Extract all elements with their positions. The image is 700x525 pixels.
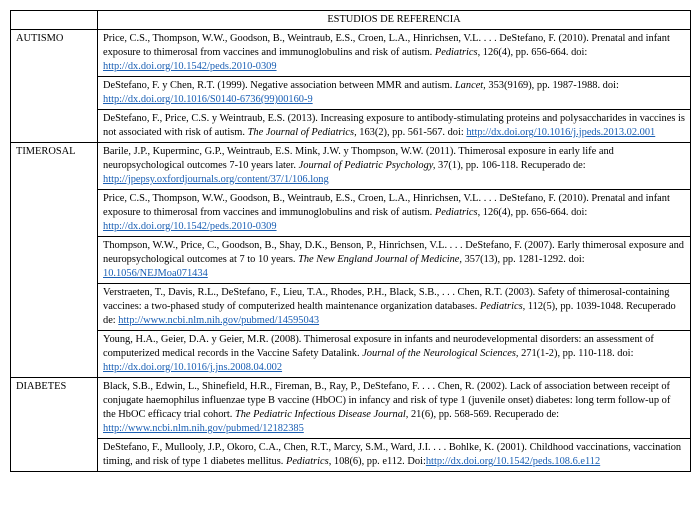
table-row — [11, 77, 691, 110]
reference-details: , 126(4), pp. 656-664. doi: — [477, 207, 588, 218]
reference-details: 112(5), pp. 1039-1048. Recuperado de: — [103, 301, 676, 326]
table-row — [11, 331, 691, 378]
table-row — [11, 143, 691, 190]
reference-cell — [98, 143, 691, 190]
reference-journal: Pediatrics, — [479, 301, 526, 312]
table-header: ESTUDIOS DE REFERENCIA — [98, 11, 691, 30]
table-row — [11, 110, 691, 143]
references-table — [10, 10, 691, 472]
reference-details: 353(9169), pp. 1987-1988. doi: — [485, 80, 619, 91]
reference-authors-title: Thompson, W.W., Price, C., Goodson, B., Shay, D.K., Benson, P., Hinrichsen, V.L. . . . DeStefano, F. (2007). Early thimerosal exposure and neuropsychological outcomes at 7 to 10 years. — [103, 240, 684, 265]
table-row — [11, 439, 691, 472]
reference-link[interactable]: http://dx.doi.org/10.1016/j.jns.2008.04.002 — [103, 362, 283, 373]
reference-authors-title: DeStefano, F. y Chen, R.T. (1999). Negative association between MMR and autism. — [103, 80, 455, 91]
reference-link[interactable]: http://dx.doi.org/10.1016/j.jpeds.2013.02.001 — [466, 127, 656, 138]
header-empty-cell — [11, 11, 98, 30]
reference-link[interactable]: http://dx.doi.org/10.1016/S0140-6736(99)00160-9 — [103, 94, 313, 105]
reference-link[interactable]: 10.1056/NEJMoa071434 — [103, 268, 208, 279]
reference-details: 271(1-2), pp. 110-118. doi: — [518, 348, 634, 359]
reference-details: , 108(6), pp. e112. Doi: — [328, 456, 426, 467]
reference-link[interactable]: http://www.ncbi.nlm.nih.gov/pubmed/12182385 — [103, 423, 304, 434]
reference-cell — [98, 190, 691, 237]
reference-details: , 126(4), pp. 656-664. doi: — [477, 47, 588, 58]
reference-cell — [98, 237, 691, 284]
reference-details: 21(6), pp. 568-569. Recuperado de: — [408, 409, 560, 420]
reference-cell — [98, 284, 691, 331]
references-table-body — [11, 11, 691, 472]
reference-link[interactable]: http://www.ncbi.nlm.nih.gov/pubmed/14595043 — [118, 315, 320, 326]
reference-details: 163(2), pp. 561-567. doi: — [356, 127, 467, 138]
reference-journal: Pediatrics — [434, 207, 478, 218]
reference-journal: The New England Journal of Medicine, — [298, 254, 462, 265]
table-row — [11, 190, 691, 237]
reference-journal: The Pediatric Infectious Disease Journal, — [234, 409, 409, 420]
table-row — [11, 237, 691, 284]
reference-authors-title: Verstraeten, T., Davis, R.L., DeStefano, F., Lieu, T.A., Rhodes, P.H., Black, S.B., . . . Chen, R.T. (2003). Safety of thimerosal-containing vaccines: a two-phased study of computerized health maintenance organization databases. — [103, 287, 670, 312]
reference-authors-title: DeStefano, F., Price, C.S. y Weintraub, E.S. (2013). Increasing exposure to antibody-stimulating proteins and polysaccharides in vaccines is not associated with risk of autism. — [103, 113, 685, 138]
reference-cell — [98, 331, 691, 378]
category-cell: AUTISMO — [11, 30, 98, 143]
reference-journal: The Journal of Pediatrics, — [247, 127, 357, 138]
reference-journal: Pediatrics — [434, 47, 478, 58]
reference-journal: Journal of Pediatric Psychology, — [298, 160, 436, 171]
reference-cell — [98, 77, 691, 110]
reference-cell — [98, 110, 691, 143]
category-cell: TIMEROSAL — [11, 143, 98, 378]
reference-authors-title: Price, C.S., Thompson, W.W., Goodson, B., Weintraub, E.S., Croen, L.A., Hinrichsen, V.L. . . . DeStefano, F. (2010). Prenatal and infant exposure to thimerosal from vaccines and immunoglobulins and risk of autism. — [103, 33, 670, 58]
reference-details: 37(1), pp. 106-118. Recuperado de: — [435, 160, 586, 171]
reference-authors-title: DeStefano, F., Mullooly, J.P., Okoro, C.A., Chen, R.T., Marcy, S.M., Ward, J.I. . . . Bohlke, K. (2001). Childhood vaccinations, vaccination timing, and risk of type 1 diabetes mellitus. — [103, 442, 682, 467]
reference-journal: Pediatrics — [285, 456, 329, 467]
reference-link[interactable]: http://dx.doi.org/10.1542/peds.2010-0309 — [103, 221, 277, 232]
reference-journal: Journal of the Neurological Sciences, — [362, 348, 519, 359]
reference-link[interactable]: http://dx.doi.org/10.1542/peds.108.6.e112 — [425, 456, 601, 467]
reference-details: 357(13), pp. 1281-1292. doi: — [462, 254, 585, 265]
reference-authors-title: Barile, J.P., Kuperminc, G.P., Weintraub, E.S. Mink, J.W. y Thompson, W.W. (2011). Thimerosal exposure in early life and neuropsychological outcomes 7-10 years later. — [103, 146, 614, 171]
reference-authors-title: Young, H.A., Geier, D.A. y Geier, M.R. (2008). Thimerosal exposure in infants and neurodevelopmental disorders: an assessment of computerized medical records in the Vaccine Safety Datalink. — [103, 334, 654, 359]
reference-cell — [98, 378, 691, 439]
reference-authors-title: Black, S.B., Edwin, L., Shinefield, H.R., Fireman, B., Ray, P., DeStefano, F. . . . Chen, R. (2002). Lack of association between receipt of conjugate haemophilus influenzae type B vaccine (HbOC) in infancy and risk of type 1 (juvenile onset) diabetes: long term follow-up of the HbOC efficacy trial cohort. — [103, 381, 671, 420]
table-row — [11, 284, 691, 331]
header-row — [11, 11, 691, 30]
category-cell: DIABETES — [11, 378, 98, 472]
reference-link[interactable]: http://dx.doi.org/10.1542/peds.2010-0309 — [103, 61, 277, 72]
reference-journal: Lancet, — [454, 80, 486, 91]
table-row — [11, 378, 691, 439]
table-row — [11, 30, 691, 77]
reference-link[interactable]: http://jpepsy.oxfordjournals.org/content/37/1/106.long — [103, 174, 329, 185]
reference-cell — [98, 30, 691, 77]
reference-authors-title: Price, C.S., Thompson, W.W., Goodson, B., Weintraub, E.S., Croen, L.A., Hinrichsen, V.L. . . . DeStefano, F. (2010). Prenatal and infant exposure to thimerosal from vaccines and immunoglobulins and risk of autism. — [103, 193, 670, 218]
reference-cell — [98, 439, 691, 472]
